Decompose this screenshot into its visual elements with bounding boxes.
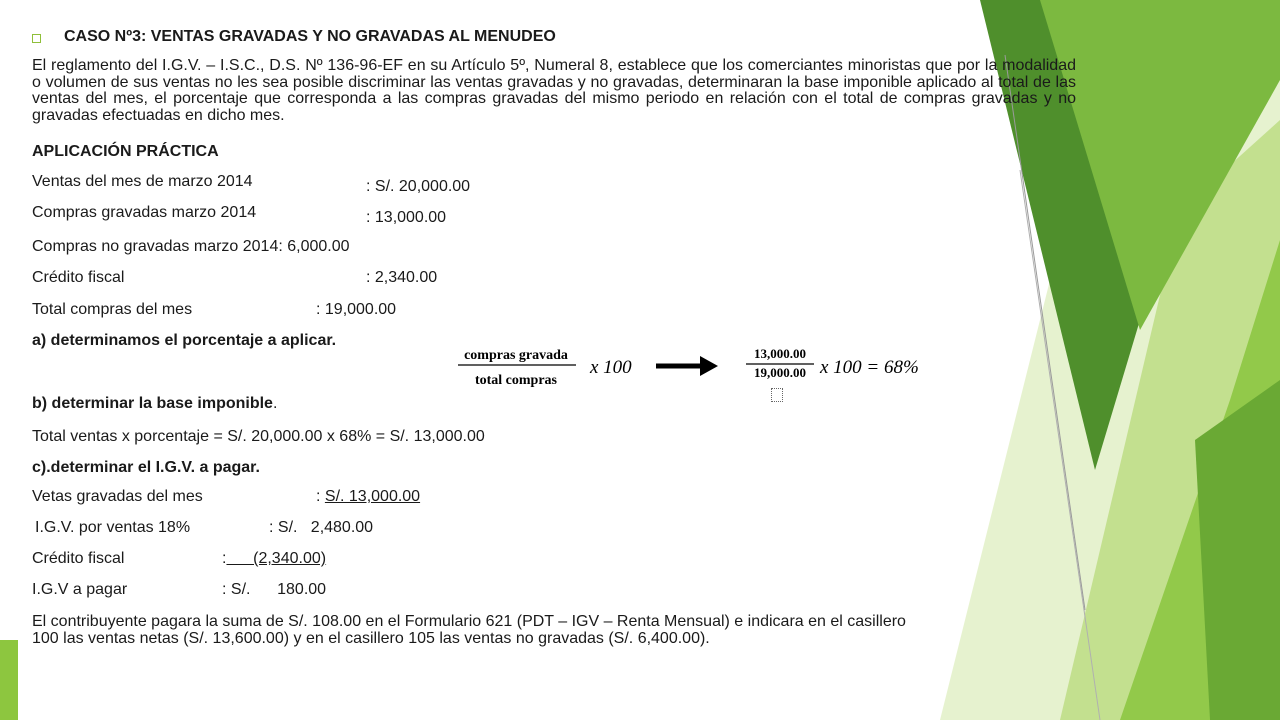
step-b-period: . [272,395,278,412]
formula-left-numerator: compras gravada [464,348,568,363]
credito-fiscal-igv-value [222,550,326,568]
formula-left-multiplier: x 100 [590,357,632,378]
step-a-heading: a) determinamos el porcentaje a aplicar. [32,332,337,349]
step-c-heading: c).determinar el I.G.V. a pagar. [32,459,260,476]
percentage-formula [456,344,956,394]
igv-ventas-label: I.G.V. por ventas 18% [35,519,191,536]
igv-ventas-value: : S/. 2,480.00 [269,519,374,536]
credito-fiscal-igv-amount: (2,340.00) [226,550,327,567]
ventas-gravadas-value [316,488,420,506]
step-b-heading: b) determinar la base imponible [32,395,273,412]
credito-fiscal-igv-label: Crédito fiscal [32,550,125,567]
placeholder-marker-icon [771,388,783,402]
compras-no-gravadas: Compras no gravadas marzo 2014: 6,000.00 [32,238,350,255]
formula-right-denominator: 19,000.00 [754,365,806,380]
credito-fiscal-label: Crédito fiscal [32,269,125,286]
base-imponible-formula: Total ventas x porcentaje = S/. 20,000.00 x 68% = S/. 13,000.00 [32,428,485,445]
ventas-gravadas-colon: : [316,488,325,505]
ventas-gravadas-label: Vetas gravadas del mes [32,488,203,505]
conclusion-line-1: El contribuyente pagara la suma de S/. 108.00 en el Formulario 621 (PDT – IGV – Renta Mensual) e indicara en el casillero [32,613,906,630]
ventas-gravadas-amount: S/. 13,000.00 [324,488,421,505]
page-title: CASO Nº3: VENTAS GRAVADAS Y NO GRAVADAS AL MENUDEO [64,28,556,45]
total-compras-value: : 19,000.00 [316,301,397,318]
formula-right-result: x 100 = 68% [820,357,919,378]
ventas-label: Ventas del mes de marzo 2014 [32,173,253,190]
bullet-icon [32,34,41,43]
section-heading: APLICACIÓN PRÁCTICA [32,143,219,160]
intro-paragraph: El reglamento del I.G.V. – I.S.C., D.S. Nº 136-96-EF en su Artículo 5º, Numeral 8, establece que los comerciantes minoristas que por la modalidad o volumen de sus ventas no les sea posible discriminar las ventas gravadas y no gravadas, determinaran la base imponible aplicado al total de las ventas del mes, el porcentaje que corresponda a las compras gravadas del mismo periodo en relación con el total de compras gravadas y no gravadas efectuadas en dicho mes. [32,57,1076,124]
compras-gravadas-value: : 13,000.00 [366,209,447,226]
credito-fiscal-igv-colon: : [222,550,227,567]
compras-gravadas-label: Compras gravadas marzo 2014 [32,204,257,221]
credito-fiscal-value: : 2,340.00 [366,269,438,286]
arrow-head-icon [700,356,718,376]
igv-pagar-label: I.G.V a pagar [32,581,128,598]
formula-right-numerator: 13,000.00 [754,346,806,361]
total-compras-label: Total compras del mes [32,301,193,318]
formula-left-denominator: total compras [474,373,558,388]
ventas-value: : S/. 20,000.00 [366,178,471,195]
step-b-line [32,395,277,413]
conclusion-line-2: 100 las ventas netas (S/. 13,600.00) y en el casillero 105 las ventas no gravadas (S/. 6,400.00). [32,630,710,647]
igv-pagar-value: : S/. 180.00 [222,581,327,598]
